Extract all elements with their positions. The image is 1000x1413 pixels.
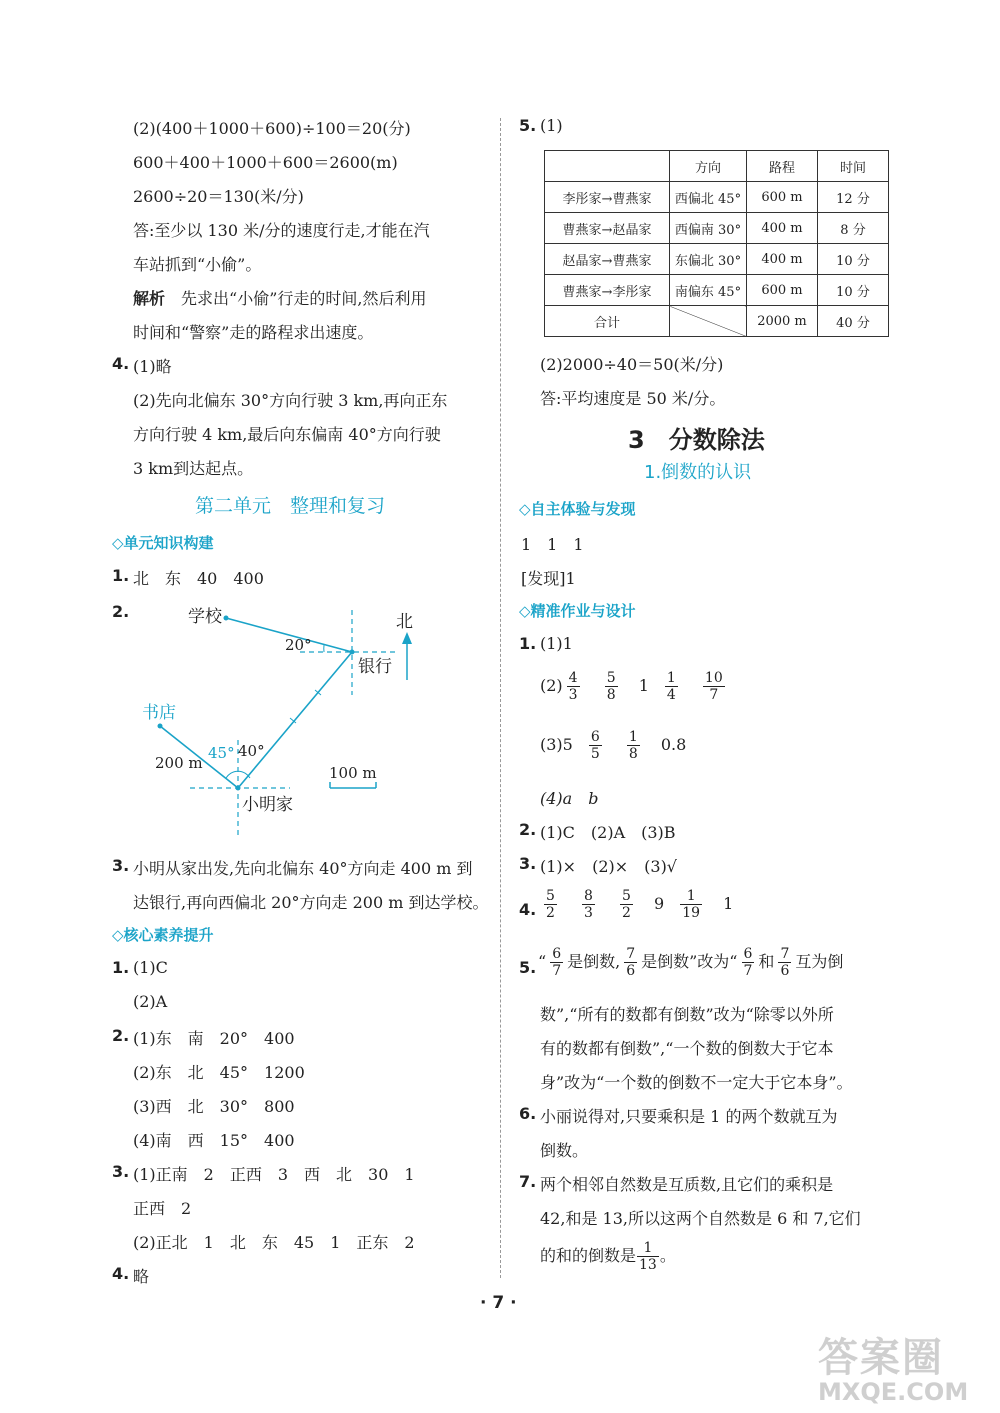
- table-cell: 8 分: [818, 213, 889, 244]
- table-header-cell: [545, 151, 670, 182]
- table-cell: 600 m: [747, 182, 818, 213]
- answer-line: (1)略: [133, 357, 172, 376]
- fraction: $\frac{5}{2}$: [546, 888, 555, 921]
- answer-line: [发现]1: [521, 569, 576, 588]
- label-angle-45: 45°: [208, 744, 235, 762]
- answer-line: (2)先向北偏东 30°方向行驶 3 km,再向正东: [133, 391, 448, 410]
- question-number: 2.: [112, 602, 130, 621]
- question-number: 4.: [112, 1264, 130, 1283]
- fraction: $\frac{1}{19}$: [682, 888, 701, 921]
- answer-line: (1)C (2)A (3)B: [540, 823, 676, 842]
- table-cell: 曹燕家→赵晶家: [545, 213, 670, 244]
- table-total-row: [545, 306, 889, 337]
- column-divider: [500, 118, 501, 1278]
- answer-line: (2) $\frac{4}{3}$ $\frac{5}{8}$ 1 $\frac{1}{4}$ $\frac{10}{7}$: [540, 670, 723, 703]
- table-cell: 合计: [545, 306, 670, 337]
- table-header-cell: 方向: [670, 151, 747, 182]
- page-number: · 7 ·: [480, 1293, 517, 1313]
- table-cell: 40 分: [818, 306, 889, 337]
- question-number: 5.: [519, 958, 537, 977]
- answer-line: 3 km到达起点。: [133, 459, 254, 478]
- answer-line: 正西 2: [133, 1199, 192, 1218]
- direction-map-diagram: [130, 600, 430, 840]
- answer-line: (3)西 北 30° 800: [133, 1097, 295, 1116]
- fraction: $\frac{6}{7}$: [552, 946, 562, 979]
- table-cell: 10 分: [818, 244, 889, 275]
- table-cell: 西偏北 45°: [670, 182, 747, 213]
- question-number: 7.: [519, 1172, 537, 1191]
- fraction: $\frac{10}{7}$: [704, 670, 723, 703]
- answer-line: (1)正南 2 正西 3 西 北 30 1: [133, 1165, 415, 1184]
- answer-line: 42,和是 13,所以这两个自然数是 6 和 7,它们: [540, 1209, 861, 1228]
- answer-line: 2600÷20＝130(米/分): [133, 187, 304, 206]
- answer-line: 答:平均速度是 50 米/分。: [540, 389, 726, 408]
- label-school: 学校: [188, 607, 222, 627]
- answer-line: (1)1: [540, 634, 573, 653]
- table-cell: 赵晶家→曹燕家: [545, 244, 670, 275]
- fraction: $\frac{1}{13}$: [639, 1240, 657, 1273]
- watermark-url: MXQE.COM: [818, 1378, 969, 1406]
- answer-line: 达银行,再向西偏北 20°方向走 200 m 到达学校。: [133, 893, 489, 912]
- chapter-name: 分数除法: [668, 426, 765, 454]
- fraction: $\frac{7}{6}$: [780, 946, 790, 979]
- table-row: [545, 275, 889, 306]
- question-number: 4.: [112, 354, 130, 373]
- answer-line: (2)2000÷40＝50(米/分): [540, 355, 724, 374]
- question-number: 1.: [519, 634, 537, 653]
- question-number: 1.: [112, 958, 130, 977]
- table-header-row: [545, 151, 889, 182]
- label-north: 北: [396, 612, 413, 632]
- north-arrow-icon: [402, 632, 412, 644]
- table-cell: 南偏东 45°: [670, 275, 747, 306]
- question-number: 4.: [519, 900, 537, 919]
- label-bookstore: 书店: [142, 703, 176, 723]
- fraction: $\frac{4}{3}$: [568, 670, 578, 703]
- fraction: $\frac{7}{6}$: [626, 946, 636, 979]
- answer-line: 两个相邻自然数是互质数,且它们的乘积是: [540, 1175, 834, 1194]
- analysis-tag: 解析: [133, 289, 166, 308]
- answer-line: 方向行驶 4 km,最后向东偏南 40°方向行驶: [133, 425, 441, 444]
- answer-line: “ $\frac{6}{7}$ 是倒数, $\frac{7}{6}$ 是倒数”改为“ $\frac{6}{7}$ 和 $\frac{7}{6}$ 互为倒: [538, 946, 844, 979]
- answer-line: (2)正北 1 北 东 45 1 正东 2: [133, 1233, 415, 1252]
- answer-line: 车站抓到“小偷”。: [133, 255, 262, 274]
- table-row: [545, 244, 889, 275]
- answer-line: 小丽说得对,只要乘积是 1 的两个数就互为: [540, 1107, 838, 1126]
- fraction: $\frac{6}{7}$: [743, 946, 753, 979]
- answer-line: (4)南 西 15° 400: [133, 1131, 295, 1150]
- answer-line: (1)C: [133, 958, 168, 977]
- section-heading: ◇单元知识构建: [112, 534, 214, 552]
- home-point: [236, 786, 241, 791]
- answer-line: (1)东 南 20° 400: [133, 1029, 295, 1048]
- table-cell: 东偏北 30°: [670, 244, 747, 275]
- chapter-number: 3: [628, 426, 645, 454]
- chapter-title: [628, 420, 765, 455]
- question-number: 3.: [112, 1162, 130, 1181]
- section-heading: ◇核心素养提升: [112, 926, 214, 944]
- bookstore-point: [158, 724, 163, 729]
- table-row: [545, 182, 889, 213]
- table-cell: 10 分: [818, 275, 889, 306]
- question-number: 1.: [112, 566, 130, 585]
- answer-line: 600＋400＋1000＋600＝2600(m): [133, 153, 398, 172]
- answer-line: 小明从家出发,先向北偏东 40°方向走 400 m 到: [133, 859, 473, 878]
- fraction: $\frac{8}{3}$: [584, 888, 593, 921]
- answer-line: 答:至少以 130 米/分的速度行走,才能在汽: [133, 221, 430, 240]
- table-cell: 西偏南 30°: [670, 213, 747, 244]
- question-number: 5.: [519, 116, 537, 135]
- question-number: 2.: [519, 820, 537, 839]
- lesson-title: 1.倒数的认识: [644, 462, 752, 483]
- question-number: 3.: [519, 854, 537, 873]
- table-cell: 600 m: [747, 275, 818, 306]
- answer-line: 1 1 1: [521, 535, 584, 554]
- table-cell: 400 m: [747, 244, 818, 275]
- table-cell: 12 分: [818, 182, 889, 213]
- analysis-line: [133, 286, 426, 309]
- table-cell: 曹燕家→李彤家: [545, 275, 670, 306]
- answer-line: (4)a b: [540, 789, 599, 808]
- answer-line: (2)东 北 45° 1200: [133, 1063, 305, 1082]
- analysis-text: 先求出“小偷”行走的时间,然后利用: [181, 289, 427, 308]
- answer-line: (2)A: [133, 992, 168, 1011]
- answer-line: 有的数都有倒数”,“一个数的倒数大于它本: [540, 1039, 834, 1058]
- label-home: 小明家: [242, 795, 293, 815]
- answer-line: 北 东 40 400: [133, 569, 264, 588]
- bank-point: [350, 650, 355, 655]
- table-cell: 2000 m: [747, 306, 818, 337]
- table-cell: 李彤家→曹燕家: [545, 182, 670, 213]
- answer-line: 数”,“所有的数都有倒数”改为“除零以外所: [540, 1005, 834, 1024]
- answer-line: 的和的倒数是 $\frac{1}{13}$ 。: [540, 1240, 676, 1273]
- label-angle-20: 20°: [285, 636, 312, 654]
- answer-line: (1): [540, 116, 563, 135]
- question-number: 6.: [519, 1104, 537, 1123]
- label-distance-200: 200 m: [155, 754, 203, 772]
- table-row: [545, 213, 889, 244]
- fraction: $\frac{5}{8}$: [606, 670, 616, 703]
- answer-line: 倒数。: [540, 1141, 589, 1160]
- answer-line: 略: [133, 1267, 150, 1286]
- route-table: [544, 150, 889, 337]
- fraction: $\frac{6}{5}$: [590, 729, 600, 762]
- table-header-cell: 路程: [747, 151, 818, 182]
- section-heading: ◇精准作业与设计: [519, 602, 636, 620]
- table-header-cell: 时间: [818, 151, 889, 182]
- label-angle-40: 40°: [238, 742, 265, 760]
- question-number: 2.: [112, 1026, 130, 1045]
- answer-line: $\frac{5}{2}$ $\frac{8}{3}$ $\frac{5}{2}$ 9 $\frac{1}{19}$ 1: [546, 888, 734, 921]
- school-point: [224, 616, 229, 621]
- fraction: $\frac{1}{8}$: [628, 729, 638, 762]
- fraction: $\frac{1}{4}$: [666, 670, 676, 703]
- answer-line: (3)5 $\frac{6}{5}$ $\frac{1}{8}$ 0.8: [540, 729, 687, 762]
- answer-line: (2)(400＋1000＋600)÷100＝20(分): [133, 119, 411, 138]
- analysis-line: 时间和“警察”走的路程求出速度。: [133, 323, 374, 342]
- question-number: 3.: [112, 856, 130, 875]
- answer-line: (1)× (2)× (3)√: [540, 857, 678, 876]
- table-cell-diagonal: [670, 306, 747, 337]
- fraction: $\frac{5}{2}$: [622, 888, 631, 921]
- label-bank: 银行: [358, 657, 392, 677]
- watermark-logo: 答案圈: [818, 1335, 944, 1381]
- table-cell: 400 m: [747, 213, 818, 244]
- label-scale: 100 m: [329, 764, 377, 782]
- unit-title: 第二单元 整理和复习: [195, 495, 386, 517]
- answer-line: 身”改为“一个数的倒数不一定大于它本身”。: [540, 1073, 853, 1092]
- section-heading: ◇自主体验与发现: [519, 500, 636, 518]
